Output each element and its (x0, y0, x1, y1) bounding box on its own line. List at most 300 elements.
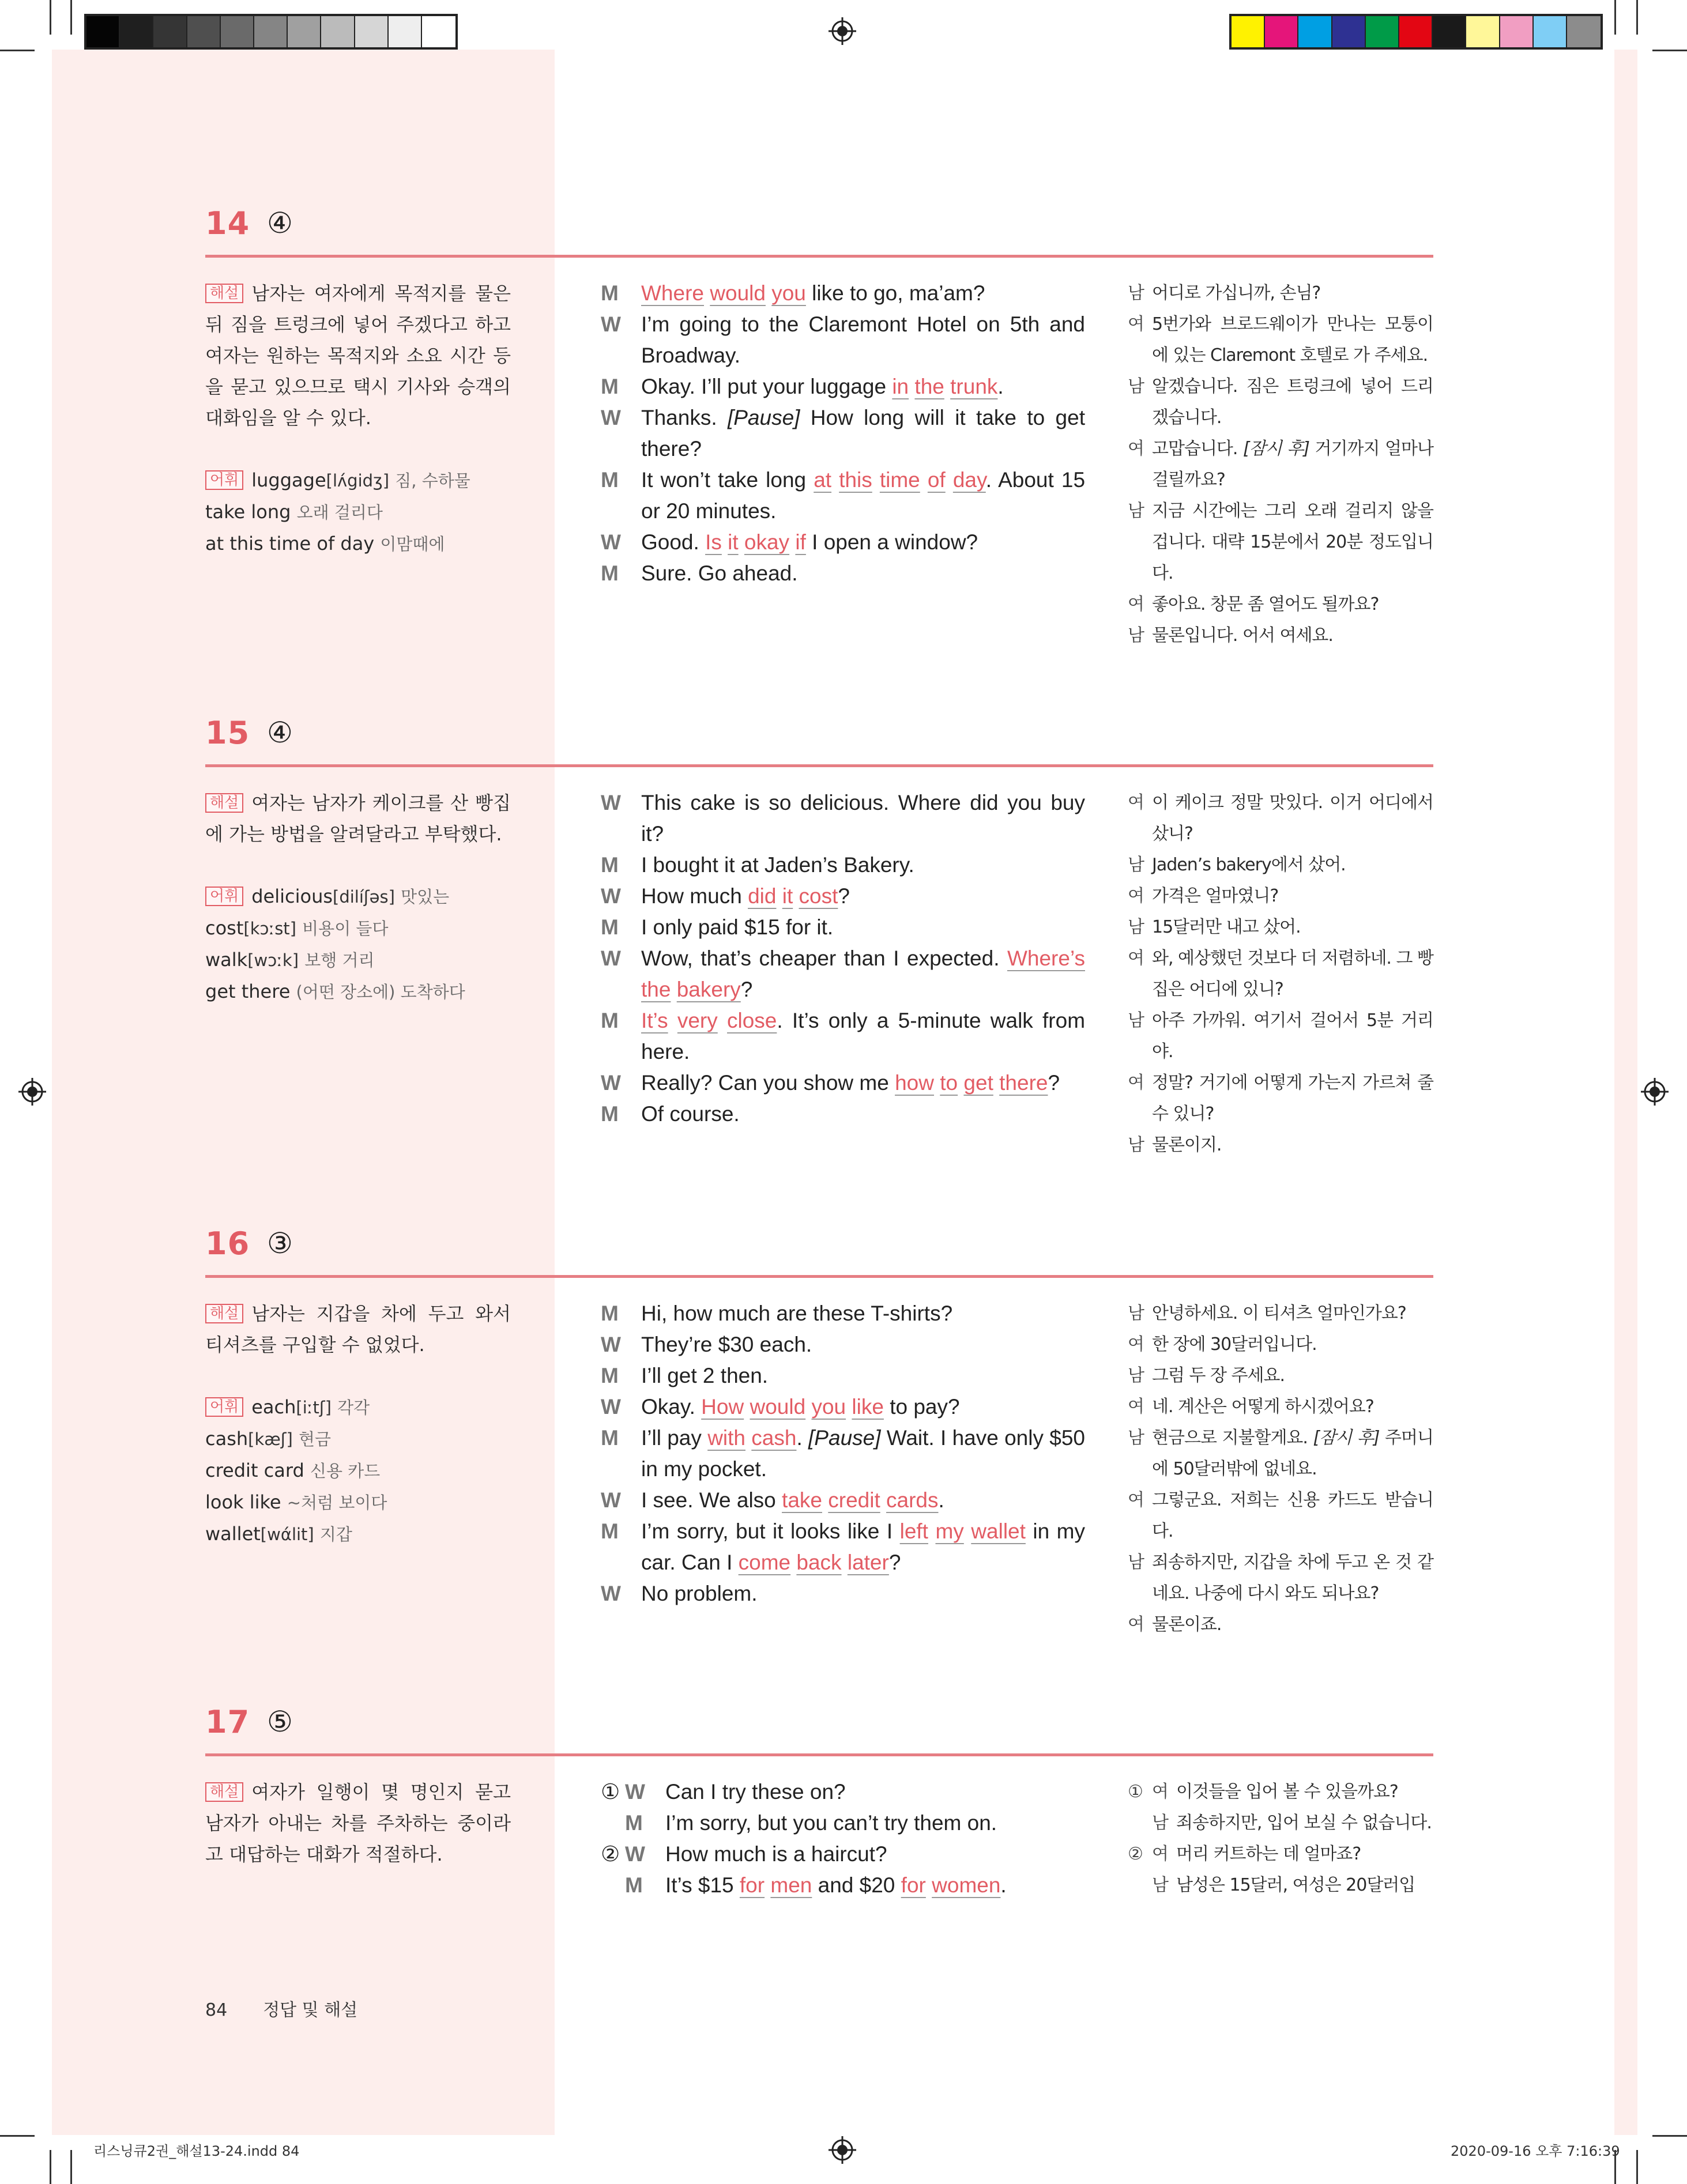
text-run: Can I try these on? (665, 1780, 846, 1804)
translation-line (1128, 850, 1433, 881)
speaker-label: 남 (1152, 1813, 1168, 1833)
section-divider (205, 1275, 1433, 1278)
crop-mark (1636, 0, 1638, 35)
registration-mark-icon (829, 17, 856, 45)
speaker-label: 남 (1128, 1552, 1144, 1572)
text-run: 거기까지 얼마나 걸릴까요? (1152, 439, 1433, 490)
vocab-phonetic: [kæʃ] (248, 1429, 293, 1449)
dialogue-line (601, 1870, 1085, 1901)
key-phrase: to (940, 1071, 958, 1095)
speaker-label: W (601, 1488, 621, 1512)
dialogue-script (601, 1776, 1085, 1901)
date-slug: 2020-09-16 오후 7:16:39 (1451, 2143, 1620, 2159)
text-run (765, 1873, 770, 1897)
translation-text: 아주 가까워. 여기서 걸어서 5분 거리야. (1152, 1010, 1433, 1062)
utterance (665, 1808, 1085, 1839)
dialogue-line (601, 1808, 1085, 1839)
utterance (641, 309, 1085, 371)
gray-swatch (221, 16, 254, 47)
korean-translation (1128, 787, 1433, 1161)
vocab-item (205, 881, 511, 912)
dialogue-line (601, 1099, 1085, 1130)
text-run: ? (1048, 1071, 1060, 1095)
translation-line (1128, 1839, 1433, 1870)
translation-line (1128, 1547, 1433, 1609)
key-phrase: come (738, 1551, 791, 1574)
utterance (641, 465, 1085, 527)
text-run: How much is a haircut? (665, 1842, 887, 1866)
text-run: They’re $30 each. (641, 1333, 812, 1356)
dialogue-line (601, 1298, 1085, 1329)
option-number: ① (1128, 1782, 1143, 1802)
translation-text: 머리 커트하는 데 얼마죠? (1176, 1844, 1361, 1864)
vocab-word: at this time of day (205, 533, 375, 555)
question-number: 15 (205, 714, 250, 751)
translation-line (1128, 496, 1433, 589)
color-swatch (1500, 16, 1534, 47)
speaker-label: M (601, 375, 619, 398)
text-run: It’s $15 (665, 1873, 740, 1897)
speaker-label: W (601, 791, 621, 814)
translation-line (1128, 1068, 1433, 1130)
translation-line (1128, 589, 1433, 620)
vocab-meaning: 각각 (337, 1398, 370, 1417)
registration-mark-icon (829, 2136, 856, 2164)
text-run: I’m sorry, but you can’t try them on. (665, 1811, 997, 1835)
key-phrase: Where’s (1007, 946, 1085, 970)
speaker-label: 남 (1128, 1010, 1144, 1031)
utterance (641, 527, 1085, 558)
explanation-text (205, 278, 511, 433)
text-run: to pay? (883, 1395, 960, 1419)
utterance (641, 1485, 1085, 1516)
key-phrase: time (879, 468, 920, 492)
vocab-word: each (251, 1396, 296, 1418)
text-run: Of course. (641, 1102, 740, 1126)
utterance (665, 1839, 1085, 1870)
section-header (205, 1223, 293, 1263)
color-swatch (1366, 16, 1399, 47)
registration-mark-icon (1641, 1078, 1669, 1106)
translation-line (1128, 1329, 1433, 1360)
vocab-item (205, 912, 511, 944)
explanation-body: 남자는 지갑을 차에 두고 와서 티셔츠를 구입할 수 없었다. (205, 1303, 511, 1356)
explanation-column (205, 278, 511, 560)
text-run: Sure. Go ahead. (641, 561, 798, 585)
vocab-item (205, 1455, 511, 1487)
dialogue-line (601, 943, 1085, 1005)
utterance (641, 1005, 1085, 1068)
text-run (958, 1071, 963, 1095)
key-phrase: of (927, 468, 946, 492)
vocab-word: look like (205, 1491, 281, 1513)
dialogue-script (601, 787, 1085, 1130)
key-phrase: did (748, 884, 777, 908)
crop-mark (0, 50, 35, 51)
color-swatch (1399, 16, 1433, 47)
vocab-word: cost (205, 917, 244, 939)
key-phrase: cash (751, 1426, 797, 1450)
speaker-label: W (601, 312, 621, 336)
text-run (944, 375, 950, 398)
speaker-label: M (601, 281, 619, 305)
text-run (934, 1071, 940, 1095)
text-run: . (997, 375, 1004, 398)
key-phrase: very (677, 1009, 718, 1032)
key-phrase: it (782, 884, 793, 908)
key-phrase: this (839, 468, 872, 492)
text-run: I’ll get 2 then. (641, 1364, 769, 1387)
stage-direction: [Pause] (808, 1426, 881, 1450)
vocab-meaning: 신용 카드 (310, 1461, 381, 1481)
translation-line (1128, 620, 1433, 651)
text-run (872, 468, 880, 492)
explanation-tag: 해설 (205, 1782, 243, 1802)
translation-line (1128, 1360, 1433, 1391)
speaker-label: 남 (1128, 1366, 1144, 1386)
key-phrase: day (952, 468, 986, 492)
gray-swatch (389, 16, 422, 47)
vocab-item (205, 976, 511, 1008)
vocab-word: wallet (205, 1523, 261, 1545)
vocab-word: credit card (205, 1459, 304, 1481)
key-phrase: at (814, 468, 832, 492)
utterance (641, 943, 1085, 1005)
translation-text: 좋아요. 창문 좀 열어도 될까요? (1152, 594, 1379, 614)
text-run: Wow, that’s cheaper than I expected. (641, 946, 1007, 970)
vocab-word: delicious (251, 885, 333, 907)
vocab-phonetic: [dilíʃəs] (333, 887, 395, 907)
vocab-item (205, 1391, 511, 1423)
translation-text: 정말? 거기에 어떻게 가는지 가르쳐 줄 수 있니? (1152, 1073, 1433, 1124)
vocab-item (205, 528, 511, 560)
text-run: Hi, how much are these T-shirts? (641, 1302, 953, 1325)
translation-line (1128, 1298, 1433, 1329)
text-run: Okay. I’ll put your luggage (641, 375, 893, 398)
utterance (641, 912, 1085, 943)
key-phrase: It’s (641, 1009, 668, 1032)
key-phrase: you (771, 281, 806, 305)
key-phrase: get (963, 1071, 993, 1095)
utterance (641, 1360, 1085, 1391)
vocab-meaning: 이맘때에 (380, 534, 445, 554)
utterance (641, 787, 1085, 850)
crop-mark (1652, 50, 1687, 51)
dialogue-script (601, 278, 1085, 589)
stage-direction: [잠시 후] (1243, 439, 1309, 459)
question-number: 14 (205, 205, 250, 242)
translation-line (1128, 1609, 1433, 1640)
key-phrase: cost (799, 884, 838, 908)
option-number (1128, 1870, 1152, 1901)
translation-line (1128, 433, 1433, 496)
dialogue-line (601, 1485, 1085, 1516)
text-run (766, 281, 771, 305)
speaker-label: M (625, 1873, 643, 1897)
option-number (601, 1808, 625, 1839)
vocab-phonetic: [kɔːst] (243, 919, 296, 938)
color-swatch (1265, 16, 1298, 47)
key-phrase: my (935, 1519, 964, 1543)
speaker-label: 여 (1128, 594, 1144, 614)
speaker-label: 여 (1128, 1615, 1144, 1635)
translation-text: 이 케이크 정말 맛있다. 이거 어디에서 샀니? (1152, 793, 1433, 844)
gray-swatch (355, 16, 389, 47)
grayscale-color-bar (84, 14, 458, 50)
explanation-column (205, 787, 511, 1008)
dialogue-line (601, 787, 1085, 850)
text-run: 현금으로 지불할게요. (1152, 1428, 1313, 1448)
utterance (641, 1578, 1085, 1609)
explanation-tag: 해설 (205, 1304, 243, 1323)
text-run (822, 1488, 828, 1512)
page-number: 84 (205, 2000, 228, 2020)
question-number: 16 (205, 1225, 250, 1262)
gray-swatch (288, 16, 321, 47)
vocab-meaning: 비용이 들다 (302, 919, 389, 938)
text-run (805, 1395, 811, 1419)
translation-text: 그럼 두 장 주세요. (1152, 1366, 1285, 1386)
explanation-column (205, 1776, 511, 1870)
text-run (964, 1519, 971, 1543)
text-run: . About 15 or 20 minutes. (641, 468, 1086, 523)
key-phrase: trunk (950, 375, 998, 398)
text-run: . It’s only a 5-minute walk from here. (641, 1009, 1086, 1063)
speaker-label: 여 (1128, 1490, 1144, 1510)
vocab-word: get there (205, 980, 291, 1002)
text-run (704, 281, 710, 305)
translation-line (1128, 912, 1433, 943)
speaker-label: 여 (1128, 948, 1144, 968)
speaker-label: 남 (1128, 376, 1144, 397)
translation-text: 한 장에 30달러입니다. (1152, 1334, 1317, 1355)
color-swatch (1433, 16, 1466, 47)
translation-line (1128, 1485, 1433, 1547)
utterance (641, 278, 1085, 309)
speaker-label: 남 (1128, 501, 1144, 521)
dialogue-line (601, 1423, 1085, 1485)
color-swatch (1298, 16, 1332, 47)
crop-mark (1652, 2135, 1687, 2137)
speaker-label: W (601, 1395, 621, 1419)
key-phrase: later (847, 1551, 889, 1574)
vocab-meaning: 오래 걸리다 (296, 503, 383, 522)
option-number (601, 1870, 625, 1901)
text-run (718, 1009, 727, 1032)
speaker-label: M (601, 1009, 619, 1032)
option-number: ① (601, 1780, 620, 1804)
dialogue-line (601, 850, 1085, 881)
korean-translation (1128, 1776, 1433, 1901)
dialogue-line (601, 1005, 1085, 1068)
vocab-item (205, 1518, 511, 1550)
speaker-label: 여 (1128, 314, 1144, 334)
speaker-label: M (601, 1102, 619, 1126)
text-run (789, 530, 795, 554)
key-phrase: would (710, 281, 766, 305)
vocabulary-list (205, 1391, 511, 1550)
text-run (790, 1551, 796, 1574)
text-run: How much (641, 884, 748, 908)
text-run (831, 468, 839, 492)
dialogue-line (601, 881, 1085, 912)
vocab-meaning: 현금 (298, 1429, 331, 1449)
vocab-item (205, 944, 511, 976)
text-run (842, 1551, 848, 1574)
key-phrase: the (641, 978, 671, 1001)
explanation-column (205, 1298, 511, 1550)
speaker-label: M (601, 1364, 619, 1387)
explanation-tag: 해설 (205, 793, 243, 813)
dialogue-line (601, 558, 1085, 589)
text-run: I’m going to the Claremont Hotel on 5th and Broadway. (641, 312, 1085, 367)
key-phrase: men (770, 1873, 812, 1897)
registration-mark-icon (18, 1078, 46, 1106)
key-phrase: Where (641, 281, 704, 305)
key-phrase: it (728, 530, 739, 554)
answer-choice: ③ (267, 1227, 293, 1260)
key-phrase: bakery (676, 978, 741, 1001)
dialogue-line (601, 371, 1085, 402)
gray-swatch (120, 16, 153, 47)
translation-text: 남성은 15달러, 여성은 20달러입 (1176, 1875, 1415, 1895)
vocab-item (205, 1423, 511, 1455)
translation-text: 어디로 가십니까, 손님? (1152, 283, 1321, 303)
text-run: I’ll pay (641, 1426, 708, 1450)
utterance (641, 1516, 1085, 1578)
translation-text: 5번가와 브로드웨이가 만나는 모퉁이에 있는 Claremont 호텔로 가 주세요. (1152, 314, 1433, 365)
text-run: . (796, 1426, 809, 1450)
translation-text: 이것들을 입어 볼 수 있을까요? (1176, 1782, 1398, 1802)
option-number: ② (601, 1842, 620, 1866)
utterance (641, 1298, 1085, 1329)
utterance (641, 850, 1085, 881)
translation-text: Jaden’s bakery에서 샀어. (1152, 855, 1346, 875)
vocab-meaning: (어떤 장소에) 도착하다 (296, 982, 465, 1002)
color-swatch (1567, 16, 1601, 47)
explanation-text (205, 787, 511, 850)
crop-mark (1636, 2150, 1638, 2184)
explanation-tag: 해설 (205, 284, 243, 303)
text-run: in my car. Can I (641, 1519, 1086, 1574)
dialogue-line (601, 309, 1085, 371)
section-divider (205, 1753, 1433, 1756)
translation-line (1128, 943, 1433, 1005)
color-swatch (1534, 16, 1567, 47)
gray-swatch (254, 16, 288, 47)
speaker-label: M (601, 1426, 619, 1450)
text-run (745, 1426, 751, 1450)
utterance (641, 371, 1085, 402)
text-run: Thanks. (641, 406, 728, 429)
vocab-tag: 어휘 (205, 1397, 243, 1417)
vocab-meaning: 맛있는 (401, 887, 450, 907)
key-phrase: okay (744, 530, 790, 554)
key-phrase: for (901, 1873, 926, 1897)
text-run (946, 468, 953, 492)
text-run (928, 1519, 936, 1543)
translation-line (1128, 1423, 1433, 1485)
translation-line (1128, 1808, 1433, 1839)
vocab-word: cash (205, 1428, 248, 1450)
translation-line (1128, 1776, 1433, 1808)
speaker-label: M (601, 561, 619, 585)
process-color-bar (1229, 14, 1603, 50)
stage-direction: [Pause] (727, 406, 800, 429)
text-run (668, 1009, 677, 1032)
gray-swatch (187, 16, 221, 47)
translation-text: 지금 시간에는 그리 오래 걸리지 않을 겁니다. 대략 15분에서 20분 정도입니다. (1152, 501, 1433, 583)
text-run: Wait. I have only $50 in my pocket. (641, 1426, 1086, 1481)
section-header (205, 712, 293, 753)
key-phrase: how (895, 1071, 934, 1095)
speaker-label: 남 (1152, 1875, 1168, 1895)
utterance (641, 1391, 1085, 1423)
explanation-body: 여자가 일행이 몇 명인지 묻고 남자가 아내는 차를 주차하는 중이라고 대답하는 대화가 적절하다. (205, 1781, 511, 1865)
key-phrase: credit (828, 1488, 880, 1512)
speaker-label: 남 (1128, 1303, 1144, 1323)
key-phrase: How (701, 1395, 744, 1419)
dialogue-line (601, 1068, 1085, 1099)
speaker-label: M (601, 1302, 619, 1325)
speaker-label: M (601, 853, 619, 877)
translation-line (1128, 309, 1433, 371)
translation-line (1128, 1130, 1433, 1161)
translation-text: 그렇군요. 저희는 신용 카드도 받습니다. (1152, 1490, 1433, 1541)
text-run (722, 530, 728, 554)
section-header (205, 1702, 293, 1742)
page-folio (205, 1996, 393, 2021)
key-phrase: left (899, 1519, 928, 1543)
text-run: and $20 (812, 1873, 901, 1897)
key-phrase: back (796, 1551, 842, 1574)
speaker-label: W (601, 1071, 621, 1095)
key-phrase: like (852, 1395, 884, 1419)
translation-text: 물론입니다. 어서 여세요. (1152, 625, 1333, 646)
translation-text: 죄송하지만, 입어 보실 수 없습니다. (1176, 1813, 1432, 1833)
translation-line (1128, 278, 1433, 309)
speaker-label: M (601, 915, 619, 939)
utterance (641, 1068, 1085, 1099)
text-run: ? (838, 884, 850, 908)
utterance (641, 402, 1085, 465)
key-phrase: close (727, 1009, 777, 1032)
utterance (665, 1870, 1085, 1901)
key-phrase: women (932, 1873, 1001, 1897)
utterance (641, 1329, 1085, 1360)
vocab-phonetic: [wάlit] (260, 1525, 314, 1544)
speaker-label: W (601, 946, 621, 970)
right-edge-background (1614, 50, 1637, 2135)
text-run (880, 1488, 886, 1512)
utterance (665, 1776, 1085, 1808)
text-run (926, 1873, 932, 1897)
translation-line (1128, 1870, 1433, 1901)
text-run: I bought it at Jaden’s Bakery. (641, 853, 914, 877)
translation-line (1128, 787, 1433, 850)
speaker-label: 남 (1128, 283, 1144, 303)
explanation-text (205, 1776, 511, 1870)
vocab-word: luggage (251, 469, 326, 491)
key-phrase: the (914, 375, 944, 398)
vocab-tag: 어휘 (205, 470, 243, 490)
text-run (671, 978, 676, 1001)
text-run: . (938, 1488, 944, 1512)
speaker-label: 여 (1152, 1844, 1168, 1864)
dialogue-line (601, 1516, 1085, 1578)
translation-text: 가격은 얼마였니? (1152, 886, 1279, 906)
dialogue-line (601, 402, 1085, 465)
